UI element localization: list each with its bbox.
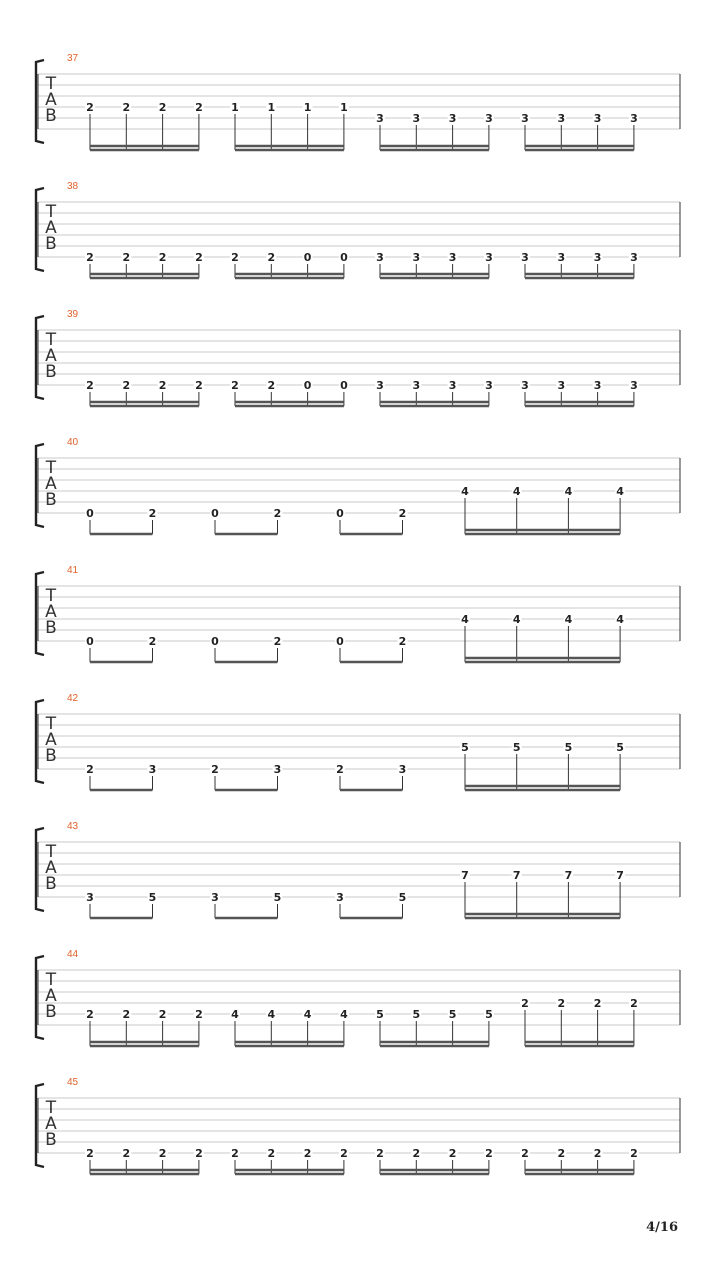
fret-number: 2 <box>303 1147 312 1160</box>
tab-clef-letter: A <box>45 730 57 750</box>
fret-number: 4 <box>616 613 624 626</box>
tab-clef-letter: A <box>45 218 57 238</box>
fret-number: 0 <box>340 251 348 264</box>
tab-clef-letter: A <box>45 1114 57 1134</box>
fret-number: 5 <box>412 1008 421 1021</box>
fret-number: 3 <box>412 251 421 264</box>
fret-number: 1 <box>303 101 312 114</box>
tab-clef-letter: T <box>45 74 57 94</box>
tab-clef-letter: B <box>45 746 57 766</box>
system-bracket <box>36 60 44 143</box>
fret-number: 2 <box>340 1147 348 1160</box>
measure-number: 42 <box>67 693 79 704</box>
fret-number: 4 <box>564 613 573 626</box>
tab-clef-letter: A <box>45 90 57 110</box>
tab-clef-letter: T <box>45 714 57 734</box>
fret-number: 4 <box>303 1008 312 1021</box>
fret-number: 2 <box>273 507 282 520</box>
fret-number: 2 <box>158 1147 167 1160</box>
tab-clef-letter: T <box>45 202 57 222</box>
system-bracket <box>36 188 44 271</box>
fret-number: 3 <box>448 379 457 392</box>
tab-system <box>36 565 680 662</box>
fret-number: 2 <box>336 763 344 776</box>
fret-number: 3 <box>593 379 602 392</box>
fret-number: 3 <box>412 112 421 125</box>
fret-number: 4 <box>512 613 521 626</box>
tab-clef-letter: B <box>45 234 57 254</box>
fret-number: 4 <box>512 485 521 498</box>
tab-clef-letter: A <box>45 602 57 622</box>
fret-number: 2 <box>231 1147 239 1160</box>
fret-number: 4 <box>461 485 469 498</box>
fret-number: 2 <box>630 997 638 1010</box>
fret-number: 2 <box>195 101 203 114</box>
fret-number: 1 <box>231 101 239 114</box>
fret-number: 2 <box>630 1147 638 1160</box>
fret-number: 2 <box>122 1008 131 1021</box>
fret-number: 0 <box>211 635 219 648</box>
fret-number: 5 <box>564 741 573 754</box>
system-bracket <box>36 572 44 655</box>
fret-number: 4 <box>340 1008 348 1021</box>
measure-number: 37 <box>67 53 79 64</box>
measure-number: 38 <box>67 181 79 192</box>
fret-number: 5 <box>512 741 521 754</box>
fret-number: 2 <box>86 1008 94 1021</box>
fret-number: 2 <box>195 1008 203 1021</box>
tab-clef-letter: T <box>45 970 57 990</box>
fret-number: 3 <box>630 112 638 125</box>
fret-number: 3 <box>593 251 602 264</box>
fret-number: 0 <box>336 507 344 520</box>
fret-number: 2 <box>485 1147 493 1160</box>
fret-number: 3 <box>557 251 566 264</box>
measure-number: 45 <box>67 1077 79 1088</box>
fret-number: 7 <box>512 869 521 882</box>
tab-clef-letter: B <box>45 874 57 894</box>
fret-number: 3 <box>376 251 384 264</box>
fret-number: 3 <box>485 251 493 264</box>
fret-number: 2 <box>267 251 276 264</box>
fret-number: 2 <box>398 635 407 648</box>
fret-number: 3 <box>86 891 94 904</box>
fret-number: 4 <box>461 613 469 626</box>
fret-number: 3 <box>376 379 384 392</box>
fret-number: 2 <box>122 379 131 392</box>
fret-number: 2 <box>267 1147 276 1160</box>
fret-number: 2 <box>158 379 167 392</box>
measure-number: 43 <box>67 821 79 832</box>
fret-number: 3 <box>448 251 457 264</box>
fret-number: 2 <box>376 1147 384 1160</box>
fret-number: 2 <box>148 507 157 520</box>
system-bracket <box>36 828 44 911</box>
tab-system <box>36 693 680 790</box>
fret-number: 2 <box>122 251 131 264</box>
fret-number: 0 <box>86 635 94 648</box>
fret-number: 0 <box>211 507 219 520</box>
fret-number: 5 <box>376 1008 384 1021</box>
fret-number: 3 <box>485 112 493 125</box>
fret-number: 1 <box>267 101 276 114</box>
fret-number: 3 <box>398 763 407 776</box>
fret-number: 4 <box>564 485 573 498</box>
tab-clef-letter: B <box>45 362 57 382</box>
fret-number: 0 <box>340 379 348 392</box>
fret-number: 2 <box>86 101 94 114</box>
tab-system <box>36 949 680 1046</box>
fret-number: 2 <box>231 251 239 264</box>
fret-number: 5 <box>273 891 282 904</box>
fret-number: 7 <box>616 869 624 882</box>
fret-number: 3 <box>448 112 457 125</box>
tab-clef-letter: T <box>45 586 57 606</box>
fret-number: 2 <box>557 997 566 1010</box>
measure-number: 41 <box>67 565 79 576</box>
fret-number: 2 <box>557 1147 566 1160</box>
fret-number: 3 <box>557 112 566 125</box>
fret-number: 3 <box>630 379 638 392</box>
fret-number: 3 <box>336 891 344 904</box>
fret-number: 4 <box>231 1008 239 1021</box>
fret-number: 5 <box>448 1008 457 1021</box>
fret-number: 2 <box>267 379 276 392</box>
fret-number: 2 <box>86 1147 94 1160</box>
fret-number: 2 <box>231 379 239 392</box>
fret-number: 2 <box>86 251 94 264</box>
fret-number: 3 <box>521 379 529 392</box>
system-bracket <box>36 1084 44 1167</box>
measure-number: 39 <box>67 309 79 320</box>
tab-system <box>36 821 680 918</box>
fret-number: 7 <box>564 869 573 882</box>
fret-number: 3 <box>593 112 602 125</box>
measure-number: 44 <box>67 949 79 960</box>
fret-number: 4 <box>267 1008 276 1021</box>
tab-clef-letter: T <box>45 842 57 862</box>
system-bracket <box>36 956 44 1039</box>
fret-number: 7 <box>461 869 469 882</box>
fret-number: 3 <box>485 379 493 392</box>
system-bracket <box>36 316 44 399</box>
fret-number: 2 <box>195 251 203 264</box>
tab-system <box>36 53 680 150</box>
fret-number: 3 <box>630 251 638 264</box>
fret-number: 2 <box>273 635 282 648</box>
fret-number: 2 <box>86 763 94 776</box>
fret-number: 0 <box>303 379 312 392</box>
fret-number: 2 <box>593 1147 602 1160</box>
fret-number: 0 <box>336 635 344 648</box>
tab-clef-letter: B <box>45 106 57 126</box>
fret-number: 2 <box>593 997 602 1010</box>
fret-number: 1 <box>340 101 348 114</box>
tab-system <box>36 1077 680 1174</box>
fret-number: 2 <box>122 1147 131 1160</box>
tab-clef-letter: T <box>45 1098 57 1118</box>
tab-clef-letter: B <box>45 1130 57 1150</box>
fret-number: 3 <box>521 251 529 264</box>
fret-number: 2 <box>521 1147 529 1160</box>
fret-number: 5 <box>148 891 157 904</box>
fret-number: 2 <box>521 997 529 1010</box>
fret-number: 5 <box>398 891 407 904</box>
tab-system <box>36 181 680 278</box>
fret-number: 2 <box>195 1147 203 1160</box>
fret-number: 3 <box>148 763 157 776</box>
fret-number: 3 <box>376 112 384 125</box>
fret-number: 2 <box>398 507 407 520</box>
page-number: 4/16 <box>646 1220 678 1235</box>
fret-number: 3 <box>273 763 282 776</box>
measure-number: 40 <box>67 437 79 448</box>
fret-number: 0 <box>303 251 312 264</box>
fret-number: 5 <box>485 1008 493 1021</box>
tab-clef-letter: A <box>45 858 57 878</box>
fret-number: 0 <box>86 507 94 520</box>
fret-number: 2 <box>412 1147 421 1160</box>
tab-system <box>36 437 680 534</box>
tab-clef-letter: B <box>45 618 57 638</box>
fret-number: 2 <box>158 101 167 114</box>
tab-clef-letter: B <box>45 490 57 510</box>
fret-number: 4 <box>616 485 624 498</box>
tab-clef-letter: A <box>45 986 57 1006</box>
fret-number: 2 <box>211 763 219 776</box>
tab-system <box>36 309 680 406</box>
fret-number: 2 <box>122 101 131 114</box>
fret-number: 3 <box>412 379 421 392</box>
fret-number: 3 <box>557 379 566 392</box>
system-bracket <box>36 444 44 527</box>
fret-number: 2 <box>158 251 167 264</box>
tab-clef-letter: A <box>45 346 57 366</box>
fret-number: 2 <box>158 1008 167 1021</box>
fret-number: 3 <box>211 891 219 904</box>
fret-number: 2 <box>148 635 157 648</box>
tab-clef-letter: B <box>45 1002 57 1022</box>
fret-number: 5 <box>461 741 469 754</box>
fret-number: 3 <box>521 112 529 125</box>
tab-clef-letter: T <box>45 330 57 350</box>
fret-number: 2 <box>86 379 94 392</box>
tab-clef-letter: T <box>45 458 57 478</box>
tab-clef-letter: A <box>45 474 57 494</box>
system-bracket <box>36 700 44 783</box>
fret-number: 2 <box>448 1147 457 1160</box>
fret-number: 2 <box>195 379 203 392</box>
fret-number: 5 <box>616 741 624 754</box>
